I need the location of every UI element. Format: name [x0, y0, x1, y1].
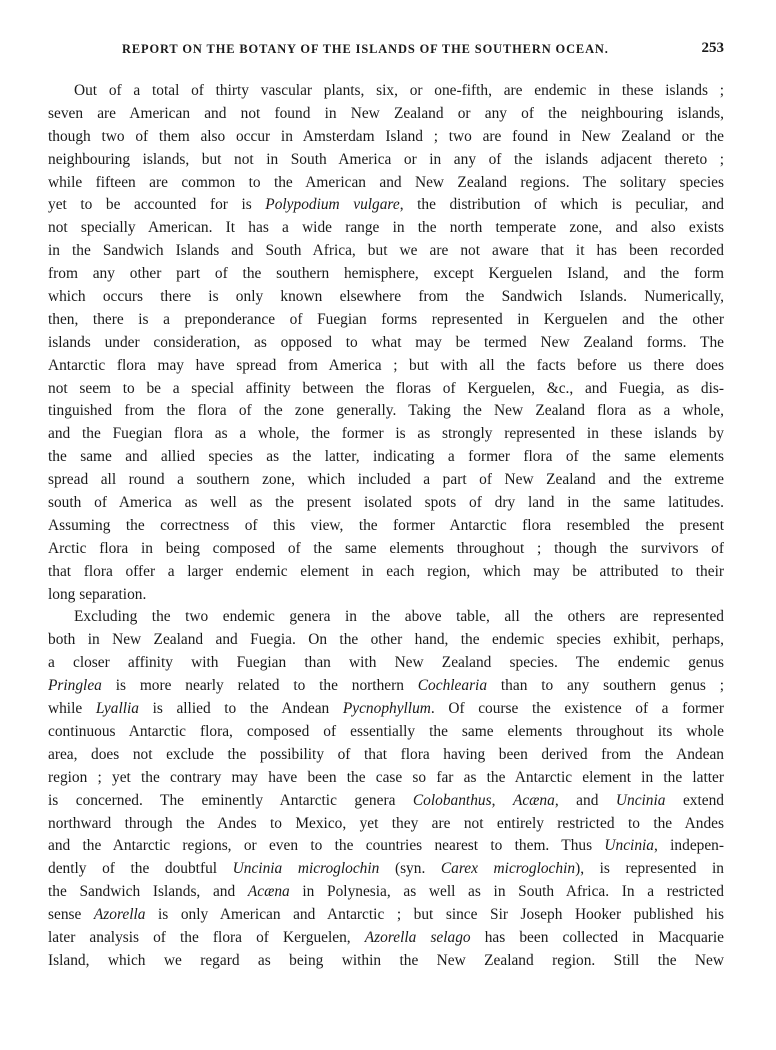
- text-line: [48, 423, 724, 446]
- italic-text: Acæna: [247, 883, 290, 901]
- text-line: [48, 813, 724, 836]
- running-head: REPORT ON THE BOTANY OF THE ISLANDS OF THE SOUTHERN OCEAN.: [122, 42, 609, 56]
- text-line: [48, 675, 724, 698]
- text-run: is only American and Antarctic ; but since Sir Joseph Hooker published his: [145, 906, 724, 924]
- text-run: not specially American. It has a wide range in the north temperate zone, and also exists: [48, 219, 724, 237]
- text-line: [48, 240, 724, 263]
- text-run: a closer affinity with Fuegian than with New Zealand species. The endemic genus: [48, 654, 724, 672]
- text-run: neighbouring islands, but not in South America or in any of the islands adjacent thereto ;: [48, 150, 724, 168]
- text-run: long separation.: [48, 585, 147, 603]
- paragraph: [48, 606, 724, 972]
- text-line: [48, 950, 724, 973]
- text-run: both in New Zealand and Fuegia. On the other hand, the endemic species exhibit, perhaps,: [48, 631, 724, 649]
- text-run: later analysis of the flora of Kerguelen,: [48, 928, 365, 946]
- text-line: [48, 263, 724, 286]
- italic-text: Pringlea: [48, 677, 102, 695]
- text-run: that flora offer a larger endemic element in each region, which may be attributed to their: [48, 562, 724, 580]
- text-run: extend: [665, 791, 724, 809]
- text-line: [48, 561, 724, 584]
- page-header: [48, 42, 724, 64]
- text-line: [48, 698, 724, 721]
- text-line: [48, 652, 724, 675]
- text-run: northward through the Andes to Mexico, yet they are not entirely restricted to the Andes: [48, 814, 724, 832]
- italic-text: Uncinia: [604, 837, 654, 855]
- text-run: Antarctic flora may have spread from America ; but with all the facts before us there does: [48, 356, 724, 374]
- text-line: [48, 538, 724, 561]
- text-run: Island, which we regard as being within the New Zealand region. Still the New: [48, 951, 724, 969]
- text-run: ), is represented in: [575, 860, 724, 878]
- text-run: . Of course the existence of a former: [430, 700, 724, 718]
- text-run: in the Sandwich Islands and South Africa, but we are not aware that it has been recorded: [48, 242, 724, 260]
- text-line: [48, 790, 724, 813]
- text-run: , indepen-: [654, 837, 724, 855]
- text-run: is concerned. The eminently Antarctic genera: [48, 791, 413, 809]
- text-run: the Sandwich Islands, and: [48, 883, 248, 901]
- text-line: [48, 446, 724, 469]
- text-line: [48, 103, 724, 126]
- text-line: [48, 309, 724, 332]
- text-line: [48, 515, 724, 538]
- paragraph: [48, 80, 724, 606]
- text-line: [48, 881, 724, 904]
- italic-text: Azorella: [93, 906, 146, 924]
- text-run: in Polynesia, as well as in South Africa. In a restricted: [289, 883, 724, 901]
- text-line: [48, 217, 724, 240]
- text-run: ,: [491, 791, 513, 809]
- text-run: is more nearly related to the northern: [101, 677, 418, 695]
- italic-text: Uncinia microglochin: [232, 860, 380, 878]
- text-line: [48, 584, 724, 607]
- text-run: Out of a total of thirty vascular plants, six, or one-fifth, are endemic in these islands ;: [74, 82, 724, 99]
- text-line: [48, 858, 724, 881]
- text-run: tinguished from the flora of the zone generally. Taking the New Zealand flora as a whole,: [48, 402, 724, 420]
- text-run: islands under consideration, as opposed to what may be termed New Zealand forms. The: [48, 333, 724, 351]
- text-run: than to any southern genus ;: [487, 677, 724, 695]
- page-number: 253: [701, 40, 724, 56]
- text-line: [48, 492, 724, 515]
- text-line: [48, 378, 724, 401]
- italic-text: Carex microglochin: [440, 860, 576, 878]
- italic-text: Pycnophyllum: [342, 700, 431, 718]
- text-line: [48, 126, 724, 149]
- text-line: [48, 927, 724, 950]
- text-run: and the Fuegian flora as a whole, the former is as strongly represented in these islands by: [48, 425, 724, 443]
- text-line: [48, 332, 724, 355]
- italic-text: Colobanthus: [412, 791, 492, 809]
- text-run: has been collected in Macquarie: [470, 928, 724, 946]
- text-run: region ; yet the contrary may have been the case so far as the Antarctic element in the latter: [48, 768, 724, 786]
- text-run: Assuming the correctness of this view, the former Antarctic flora resembled the present: [48, 516, 724, 534]
- italic-text: Acæna: [512, 791, 555, 809]
- text-run: while fifteen are common to the American and New Zealand regions. The solitary species: [48, 173, 724, 191]
- text-line: [48, 172, 724, 195]
- text-line: [48, 400, 724, 423]
- text-run: the same and allied species as the latter, indicating a former flora of the same elements: [48, 448, 724, 466]
- text-line: [48, 80, 724, 103]
- text-line: [48, 149, 724, 172]
- text-run: seven are American and not found in New Zealand or any of the neighbouring islands,: [48, 104, 724, 122]
- text-run: area, does not exclude the possibility of that flora having been derived from the Andean: [48, 745, 724, 763]
- text-line: [48, 355, 724, 378]
- text-line: [48, 744, 724, 767]
- text-line: [48, 194, 724, 217]
- text-line: [48, 721, 724, 744]
- text-line: [48, 286, 724, 309]
- text-line: [48, 469, 724, 492]
- text-run: Excluding the two endemic genera in the above table, all the others are represented: [74, 608, 724, 626]
- text-run: from any other part of the southern hemisphere, except Kerguelen Island, and the form: [48, 265, 724, 283]
- text-run: which occurs there is only known elsewhere from the Sandwich Islands. Numerically,: [48, 288, 724, 306]
- italic-text: Lyallia: [95, 700, 139, 718]
- text-run: yet to be accounted for is: [48, 196, 266, 214]
- text-line: [48, 606, 724, 629]
- text-run: continuous Antarctic flora, composed of essentially the same elements throughout its whole: [48, 722, 724, 740]
- text-line: [48, 629, 724, 652]
- text-run: , and: [554, 791, 616, 809]
- italic-text: Cochlearia: [417, 677, 488, 695]
- text-line: [48, 835, 724, 858]
- text-run: though two of them also occur in Amsterdam Island ; two are found in New Zealand or the: [48, 127, 724, 145]
- text-line: [48, 904, 724, 927]
- text-run: south of America as well as the present isolated spots of dry land in the same latitudes.: [48, 494, 724, 512]
- body-text: [48, 80, 724, 973]
- text-run: is allied to the Andean: [138, 700, 343, 718]
- text-run: , the distribution of which is peculiar, and: [399, 196, 724, 214]
- text-run: and the Antarctic regions, or even to the countries nearest to them. Thus: [48, 837, 605, 855]
- text-run: while: [48, 700, 96, 718]
- italic-text: Uncinia: [615, 791, 666, 809]
- text-line: [48, 767, 724, 790]
- italic-text: Azorella selago: [364, 928, 471, 946]
- text-run: sense: [48, 906, 94, 924]
- italic-text: Polypodium vulgare: [265, 196, 400, 214]
- text-run: spread all round a southern zone, which included a part of New Zealand and the extreme: [48, 471, 724, 489]
- text-run: (syn.: [379, 860, 441, 878]
- text-run: dently of the doubtful: [48, 860, 233, 878]
- text-run: not seem to be a special affinity between the floras of Kerguelen, &c., and Fuegia, as dis-: [48, 379, 724, 397]
- text-run: then, there is a preponderance of Fuegian forms represented in Kerguelen and the other: [48, 310, 724, 328]
- text-run: Arctic flora in being composed of the same elements throughout ; though the survivors of: [48, 539, 724, 557]
